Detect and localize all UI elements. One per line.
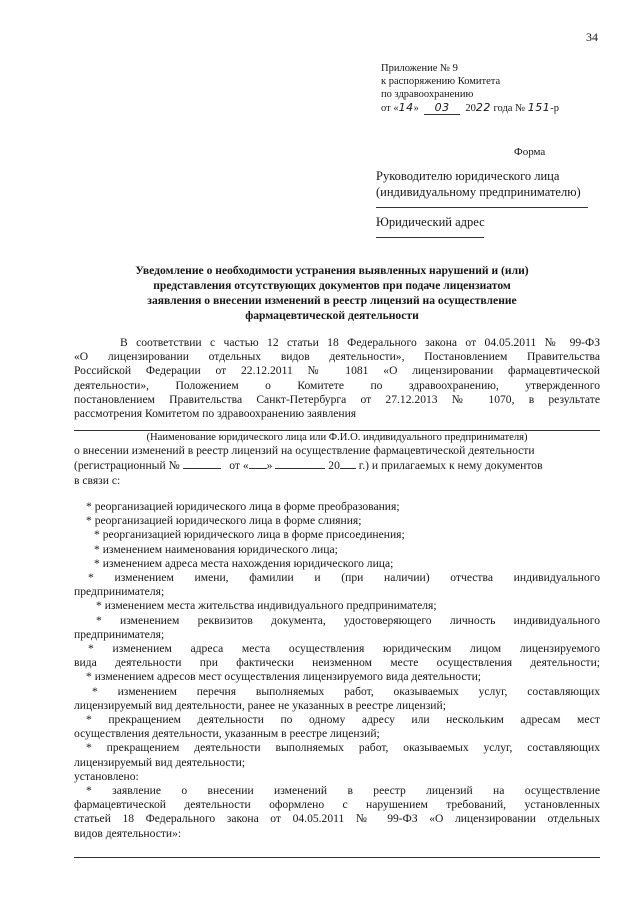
handwritten-order-number: 151 bbox=[527, 101, 551, 114]
applicant-name-caption: (Наименование юридического лица или Ф.И.О. индивидуального предпринимателя) bbox=[146, 432, 528, 444]
list-item: * изменением места жительства индивидуального предпринимателя; bbox=[96, 599, 437, 613]
reasons-list: * реорганизацией юридического лица в форме преобразования; * реорганизацией юридического лица в форме слияния; * реорганизацией юридического лица в форме присоединения; * изменением наименования юридического лица; * изменением адреса места нахождения юридического лица; * изменением имени, фамилии и (при наличии) отчества индивидуального предпринимателя; * изменением места жительства индивидуального предпринимателя; * изменением реквизитов документа, удостоверяющего личность индивидуального предпринимателя; * изменением адреса места осуществления юридическим лицом лицензируемого вида деятельности при фактически неизменном месте осуществления деятельности; * изменением адресов мест осуществления лицензируемого вида деятельности; * изменением перечня выполняемых работ, оказываемых услуг, составляющих лицензируемый вид деятельности, ранее не указанных в реестре лицензий; * прекращением деятельности по одному адресу или нескольким адресам мест осуществления деятельности, указанным в реестре лицензий; * прекращением деятельности выполняемых работ, оказываемых услуг, составляющих лицензируемый вид деятельности; установлено: * заявление о внесении изменений в реестр лицензий на осуществление фармацевтической деятельности оформлено с нарушением требований, установленных статьей 18 Федерального закона от 04.05.2011 № 99-ФЗ «О лицензировании отдельных видов деятельности»: bbox=[74, 500, 600, 858]
appendix-committee: по здравоохранению bbox=[381, 89, 474, 100]
addressee-line-1: Руководителю юридического лица bbox=[376, 169, 560, 183]
finding-blank-line bbox=[74, 857, 600, 858]
list-item: * реорганизацией юридического лица в форме присоединения; bbox=[94, 528, 405, 542]
list-item: * изменением реквизитов документа, удостоверяющего личность индивидуального bbox=[96, 613, 600, 627]
finding-text: * заявление о внесении изменений в реестр лицензий на осуществление bbox=[86, 784, 600, 798]
addressee-block bbox=[376, 168, 588, 244]
list-item: * изменением наименования юридического лица; bbox=[94, 542, 338, 556]
list-item: * реорганизацией юридического лица в форме преобразования; bbox=[86, 500, 400, 513]
registration-line: (регистрационный № от « » 20 г.) и прилагаемых к нему документов bbox=[74, 459, 543, 473]
change-line: о внесении изменений в реестр лицензий на осуществление фармацевтической деятельности bbox=[74, 444, 535, 458]
appendix-date: от «14» 03 2022 года № 151-р bbox=[381, 101, 559, 114]
legal-address-line bbox=[376, 237, 484, 238]
appendix-order: к распоряжению Комитета bbox=[381, 76, 501, 87]
list-item: * изменением адреса места осуществления юридическим лицом лицензируемого bbox=[88, 642, 600, 656]
list-item: * изменением адреса места нахождения юридического лица; bbox=[94, 556, 394, 570]
document-title: Уведомление о необходимости устранения выявленных нарушений и (или) представления отсутствующих документов при подаче лицензиатом заявления о внесении изменений в реестр лицензий на осуществление фармацевтической деятельности bbox=[135, 264, 529, 322]
legal-address-label: Юридический адрес bbox=[376, 215, 485, 229]
handwritten-month: 03 bbox=[424, 101, 460, 115]
list-item: * изменением адресов мест осуществления лицензируемого вида деятельности; bbox=[86, 670, 482, 684]
list-item: * реорганизацией юридического лица в форме слияния; bbox=[86, 514, 362, 528]
list-item: * изменением перечня выполняемых работ, оказываемых услуг, составляющих bbox=[92, 684, 600, 698]
list-item: * прекращением деятельности выполняемых работ, оказываемых услуг, составляющих bbox=[86, 741, 600, 755]
addressee-line-2: (индивидуальному предпринимателю) bbox=[376, 185, 581, 199]
page-number: 34 bbox=[586, 30, 598, 44]
handwritten-day: 14 bbox=[398, 101, 414, 114]
handwritten-year: 22 bbox=[475, 101, 491, 114]
list-item: * изменением имени, фамилии и (при наличии) отчества индивидуального bbox=[88, 571, 600, 585]
reason-intro: в связи с: bbox=[74, 473, 121, 487]
appendix-number: Приложение № 9 bbox=[381, 63, 458, 74]
appendix-block bbox=[381, 62, 559, 115]
form-label: Форма bbox=[514, 146, 546, 158]
intro-paragraph: В соответствии с частью 12 статьи 18 Федерального закона от 04.05.2011 № 99-ФЗ «О лицензировании отдельных видов деятельности», Постановлением Правительства Российской Федерации от 22.12.2011 № 1081 «О лицензировании фармацевтической деятельности», Положением о Комитете по здравоохранению, утвержденного постановлением Правительства Санкт-Петербурга от 27.12.2013 № 1070, в результате рассмотрения Комитетом по здравоохранению заявления (Наименование юридического лица или Ф.И.О. индивидуального предпринимателя) о внесении изменений в реестр лицензий на осуществление фармацевтической деятельности (регистрационный № от « » 20 г.) и прилагаемых к нему документов в связи с: bbox=[74, 336, 600, 487]
established-label: установлено: bbox=[74, 769, 139, 783]
list-item: * прекращением деятельности по одному адресу или нескольким адресам мест bbox=[86, 713, 600, 727]
addressee-name-line bbox=[376, 207, 588, 208]
